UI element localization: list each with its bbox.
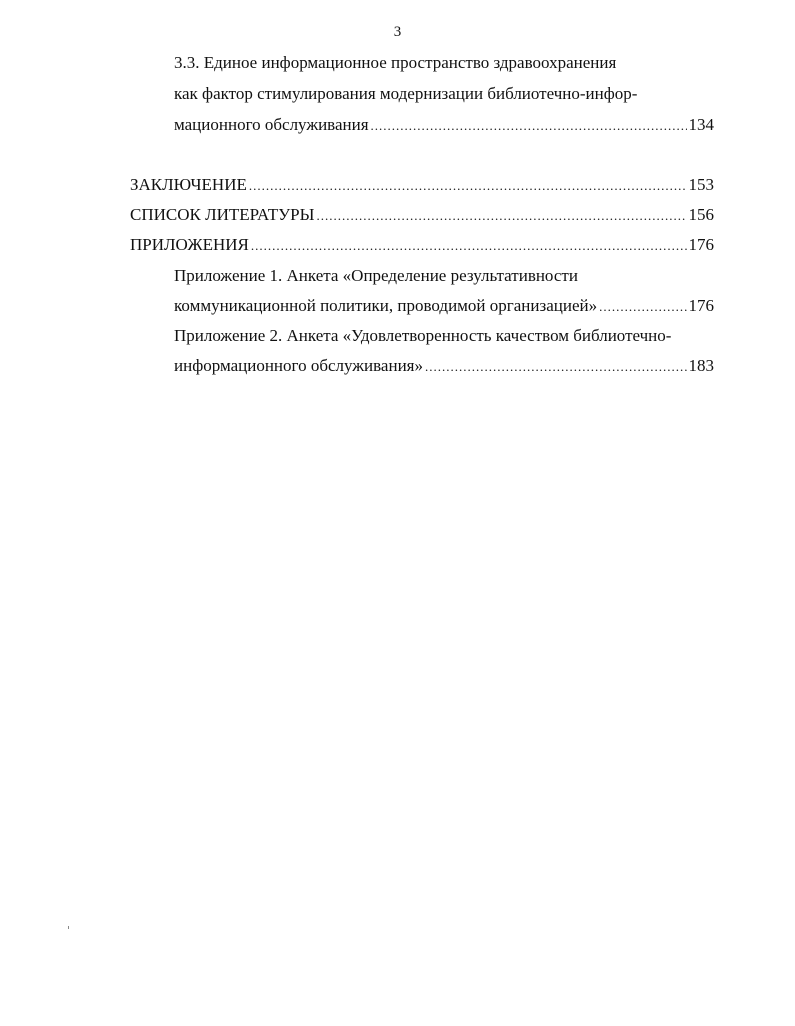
- toc-entry-appendices-label: ПРИЛОЖЕНИЯ: [130, 235, 249, 254]
- toc-entry-appendices-page: 176: [688, 235, 714, 254]
- toc-entry-3-3-line-1: 3.3. Единое информационное пространство здравоохранения: [174, 53, 617, 72]
- toc-entry-appendix-1-line-2: [174, 296, 714, 317]
- dot-leader: [599, 297, 686, 317]
- toc-entry-appendix-2-line-2: [174, 356, 714, 377]
- toc-entry-appendix-1-label: коммуникационной политики, проводимой организацией»: [174, 296, 598, 315]
- toc-entry-3-3-page: 134: [688, 115, 714, 134]
- toc-entry-conclusion: [130, 175, 714, 196]
- toc-entry-appendix-1-line-1: Приложение 1. Анкета «Определение результативности: [174, 266, 578, 285]
- toc-entry-references-page: 156: [688, 205, 714, 224]
- scan-speck: [68, 926, 69, 929]
- dot-leader: [425, 357, 687, 377]
- toc-entry-appendices: [130, 235, 714, 256]
- toc-entry-references-label: СПИСОК ЛИТЕРАТУРЫ: [130, 205, 315, 224]
- dot-leader: [371, 116, 687, 136]
- toc-entry-3-3-label: мационного обслуживания: [174, 115, 369, 134]
- toc-entry-3-3-line-2: как фактор стимулирования модернизации библиотечно-инфор-: [174, 84, 638, 103]
- dot-leader: [316, 206, 686, 226]
- toc-entry-appendix-2-line-1: Приложение 2. Анкета «Удовлетворенность качеством библиотечно-: [174, 326, 672, 345]
- page-number: 3: [393, 24, 402, 40]
- toc-entry-appendix-2-page: 183: [688, 356, 714, 375]
- toc-entry-conclusion-page: 153: [688, 175, 714, 194]
- dot-leader: [251, 236, 687, 256]
- toc-entry-references: [130, 205, 714, 226]
- toc-entry-3-3-line-3: [174, 115, 714, 136]
- toc-entry-conclusion-label: ЗАКЛЮЧЕНИЕ: [130, 175, 247, 194]
- dot-leader: [249, 176, 687, 196]
- toc-entry-appendix-2-label: информационного обслуживания»: [174, 356, 423, 375]
- toc-entry-appendix-1-page: 176: [688, 296, 714, 315]
